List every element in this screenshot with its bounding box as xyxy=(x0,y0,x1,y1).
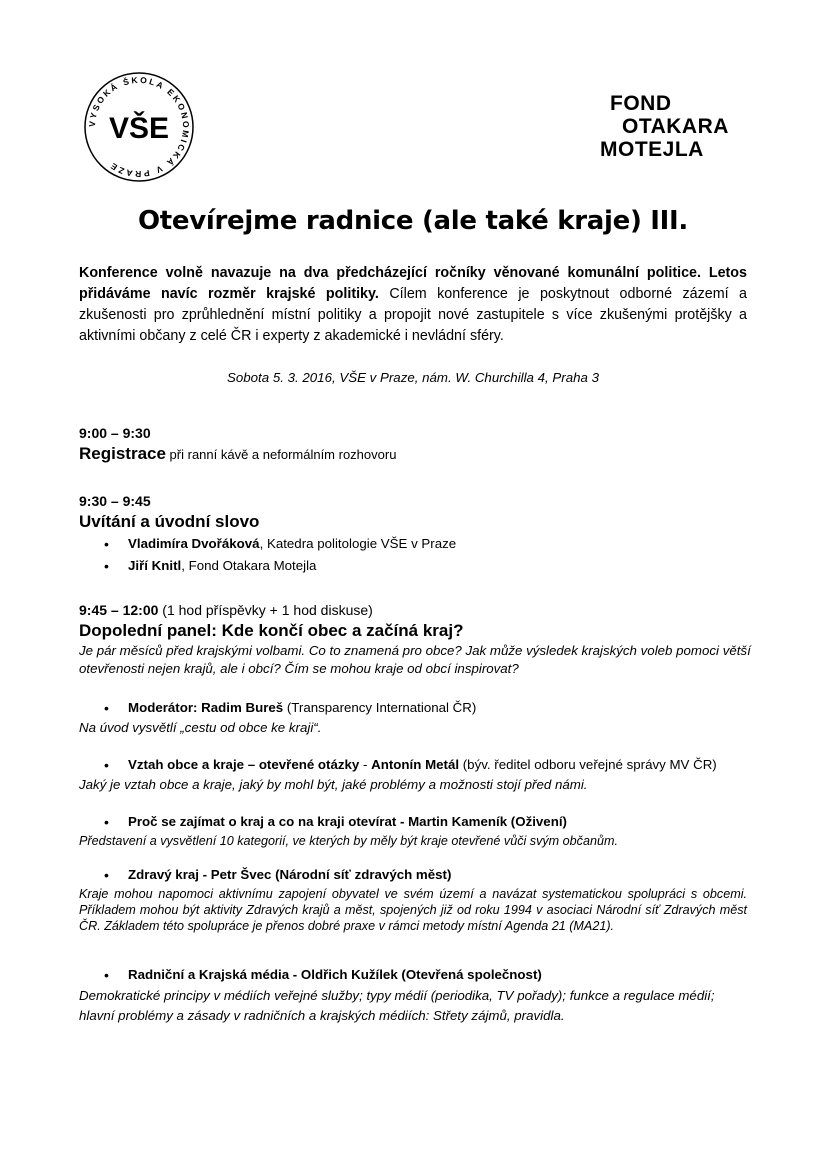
panel-item-bold: Zdravý kraj - Petr Švec (Národní síť zdravých měst) xyxy=(128,867,452,882)
panel-item-bold: Radniční a Krajská média - Oldřich Kužílek (Otevřená společnost) xyxy=(128,967,542,982)
session-title: Dopolední panel: Kde končí obec a začíná kraj? xyxy=(79,621,464,640)
fond-logo-line: FOND xyxy=(610,92,672,115)
panel-item-regular: (Transparency International ČR) xyxy=(283,700,477,715)
panel-item-heading xyxy=(79,964,747,986)
intro-regular-text: Cílem konference je poskytnout odborné zázemí a zkušenosti pro zprůhlednění místní politiky a propojit nové zastupitele s více zkušenými protějšky a aktivními občany z celé ČR i experty z akademické i nevládní sféry. xyxy=(79,286,747,344)
session-time-note: (1 hod příspěvky + 1 hod diskuse) xyxy=(158,602,373,618)
panel-item-heading xyxy=(79,811,759,833)
panel-item-regular: (býv. ředitel odboru veřejné správy MV ČR) xyxy=(459,757,717,772)
intro-paragraph xyxy=(79,263,747,347)
panel-item xyxy=(79,811,759,849)
speaker-name: Jiří Knitl xyxy=(128,558,182,573)
session-title-text: Registrace xyxy=(79,444,166,463)
panel-item-description: Představení a vysvětlení 10 kategorií, ve kterých by měly být kraje otevřené vůči svým občanům. xyxy=(79,834,618,848)
svg-text:VŠE: VŠE xyxy=(108,112,170,145)
session-welcome xyxy=(79,491,759,577)
session-time: 9:00 – 9:30 xyxy=(79,425,151,441)
panel-item-bold: Antonín Metál xyxy=(371,757,460,772)
panel-item-description: Demokratické principy v médiích veřejné služby; typy médií (periodika, TV pořady); funkce a regulace médií; hlavní problémy a zásady v radničních a krajských médiích: Střety zájmů, pravidla. xyxy=(79,988,715,1023)
speaker-item xyxy=(79,555,759,577)
session-time xyxy=(79,600,759,620)
speaker-name: Vladimíra Dvořáková xyxy=(128,536,260,551)
vse-logo xyxy=(82,70,196,184)
speaker-item xyxy=(79,533,759,555)
panel-item-description: Na úvod vysvětlí „cestu od obce ke kraji“. xyxy=(79,720,322,735)
document-title: Otevírejme radnice (ale také kraje) III. xyxy=(138,206,688,236)
panel-item xyxy=(79,964,747,1026)
panel-item xyxy=(79,754,759,794)
panel-description: Je pár měsíců před krajskými volbami. Co to znamená pro obce? Jak může výsledek krajských voleb pomoci větší otevřenosti nejen krajů, ale i obcí? Čím se mohou kraje od obcí inspirovat? xyxy=(79,643,751,676)
session-registration xyxy=(79,423,759,466)
session-title xyxy=(79,443,759,466)
panel-item-heading xyxy=(79,697,759,719)
panel-item-description: Kraje mohou napomoci aktivnímu zapojení obyvatel ve svém území a navázat systematickou spolupráci s obcemi. Příkladem mohou být aktivity Zdravých krajů a měst, spojených již od roku 1994 v asociaci Národní síť Zdravých měst ČR. Základem této spolupráce je přenos dobré praxe v rámci metody místní Agenda 21 (MA21). xyxy=(79,887,747,933)
svg-text:VYSOKÁ ŠKOLA EKONOMICKÁ V PRAZ: VYSOKÁ ŠKOLA EKONOMICKÁ V PRAZE xyxy=(86,74,192,180)
fond-logo-line: OTAKARA xyxy=(622,115,729,138)
panel-item-regular: - xyxy=(359,757,372,772)
speaker-affiliation: , Fond Otakara Motejla xyxy=(181,558,317,573)
panel-item-bold: Vztah obce a kraje – otevřené otázky xyxy=(128,757,360,772)
panel-item-bold: Moderátor: Radim Bureš xyxy=(128,700,284,715)
panel-item-bold: Proč se zajímat o kraj a co na kraji otevírat - Martin Kameník (Oživení) xyxy=(128,814,567,829)
intro-bold-text: Konference volně navazuje na dva předcházející ročníky věnované komunální politice. Letos přidáváme navíc rozměr krajské politiky. xyxy=(79,265,747,302)
session-time-text: 9:45 – 12:00 xyxy=(79,602,159,618)
session-time: 9:30 – 9:45 xyxy=(79,493,151,509)
fond-otakara-motejla-logo xyxy=(600,92,729,161)
session-panel xyxy=(79,600,759,678)
panel-item xyxy=(79,864,747,934)
event-dateline: Sobota 5. 3. 2016, VŠE v Praze, nám. W. Churchilla 4, Praha 3 xyxy=(226,370,599,385)
panel-item xyxy=(79,697,759,737)
speaker-affiliation: , Katedra politologie VŠE v Praze xyxy=(259,536,457,551)
panel-item-heading xyxy=(79,864,747,886)
session-title-suffix: při ranní kávě a neformálním rozhovoru xyxy=(165,447,397,462)
fond-logo-line: MOTEJLA xyxy=(600,138,704,161)
panel-item-heading xyxy=(79,754,759,776)
panel-item-description: Jaký je vztah obce a kraje, jaký by mohl být, jaké problémy a možnosti stojí před námi. xyxy=(79,777,588,792)
session-title: Uvítání a úvodní slovo xyxy=(79,512,260,531)
